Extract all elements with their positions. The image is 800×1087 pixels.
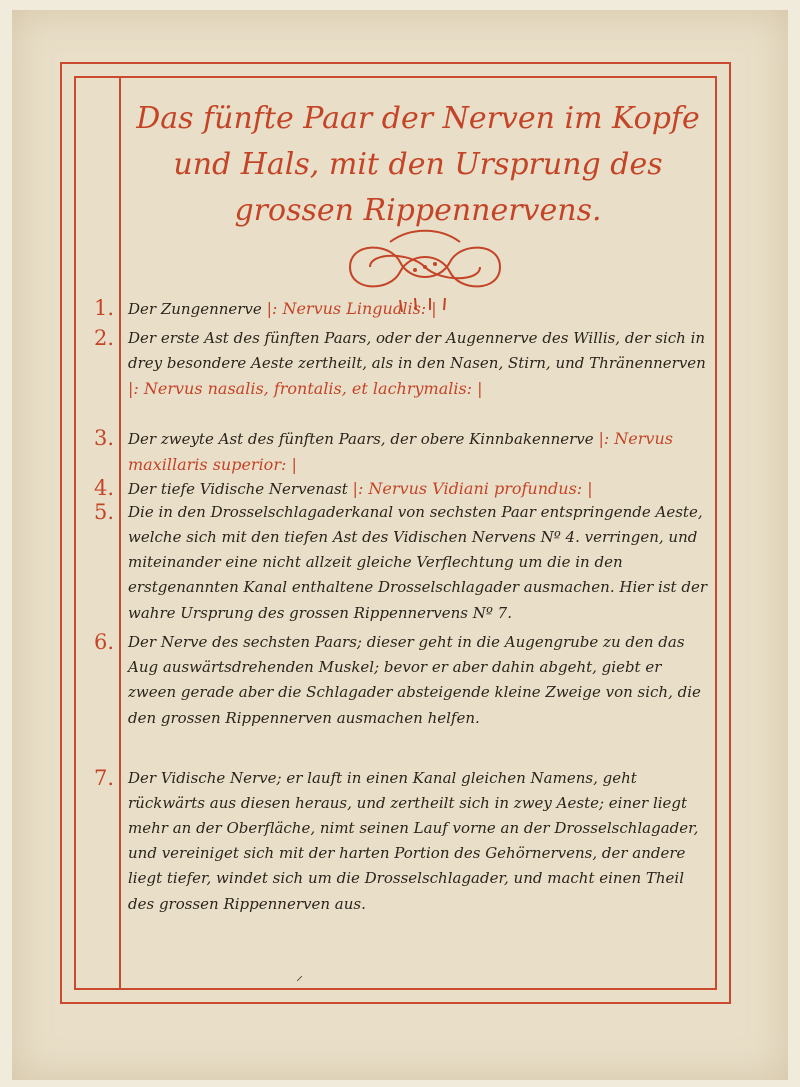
entry-number: 5. bbox=[94, 500, 115, 524]
latin-name: |: Nervus Vidiani profundus: | bbox=[352, 479, 593, 498]
entry-text: Der zweyte Ast des fünften Paars, der obere Kinnbakennerve bbox=[128, 430, 594, 448]
margin-rule bbox=[119, 76, 121, 990]
page-title: Das fünfte Paar der Nerven im Kopfe und Hals, mit den Ursprung des grossen Rippennervens. bbox=[136, 101, 700, 228]
entry-text: Der erste Ast des fünften Paars, oder der Augennerve des Willis, der sich in drey besondere Aeste zertheilt, als in den Nasen, Stirn, und Thränennerven bbox=[128, 329, 706, 372]
entry-text: Der tiefe Vidische Nervenast bbox=[128, 480, 348, 498]
entry-text: Der Zungennerve bbox=[128, 300, 262, 318]
entry-number: 7. bbox=[94, 766, 115, 790]
entry-text: Die in den Drosselschlagaderkanal von sechsten Paar entspringende Aeste, welche sich mit den tiefen Ast des Vidischen Nervens Nº 4. verringen, und miteinander eine nicht allzeit gleiche Verflechtung um die in den erstgenannten Kanal enthaltene Drosselschlagader ausmachen. Hier ist der wahre Ursprung des grossen Rippennervens Nº 7. bbox=[128, 503, 708, 622]
entry-number: 4. bbox=[94, 476, 115, 500]
entry-number: 1. bbox=[94, 296, 115, 320]
latin-name: |: Nervus nasalis, frontalis, et lachrymalis: | bbox=[128, 379, 483, 398]
latin-name: |: Nervus maxillaris superior: | bbox=[128, 429, 673, 474]
entry-text: Der Nerve des sechsten Paars; dieser geht in die Augengrube zu den das Aug auswärtsdrehenden Muskel; bevor er aber dahin abgeht, giebt er zween gerade aber die Schlagader absteigende kleine Zweige von sich, die den grossen Rippennerven ausmachen helfen. bbox=[128, 633, 701, 727]
entry-text: Der Vidische Nerve; er lauft in einen Kanal gleichen Namens, geht rückwärts aus diesen heraus, und zertheilt sich in zwey Aeste; einer liegt mehr an der Oberfläche, nimt seinen Lauf vorne an der Drosselschlagader, und vereiniget sich mit der harten Portion des Gehörnervens, der andere liegt tiefer, windet sich um die Drosselschlagader, und macht einen Theil des grossen Rippennerven aus. bbox=[128, 769, 699, 913]
latin-name: |: Nervus Lingualis: | bbox=[266, 299, 437, 318]
entry-number: 6. bbox=[94, 630, 115, 654]
entry-number: 2. bbox=[94, 326, 115, 350]
entry-number: 3. bbox=[94, 426, 115, 450]
ink-mark: ⸝ bbox=[296, 968, 303, 984]
